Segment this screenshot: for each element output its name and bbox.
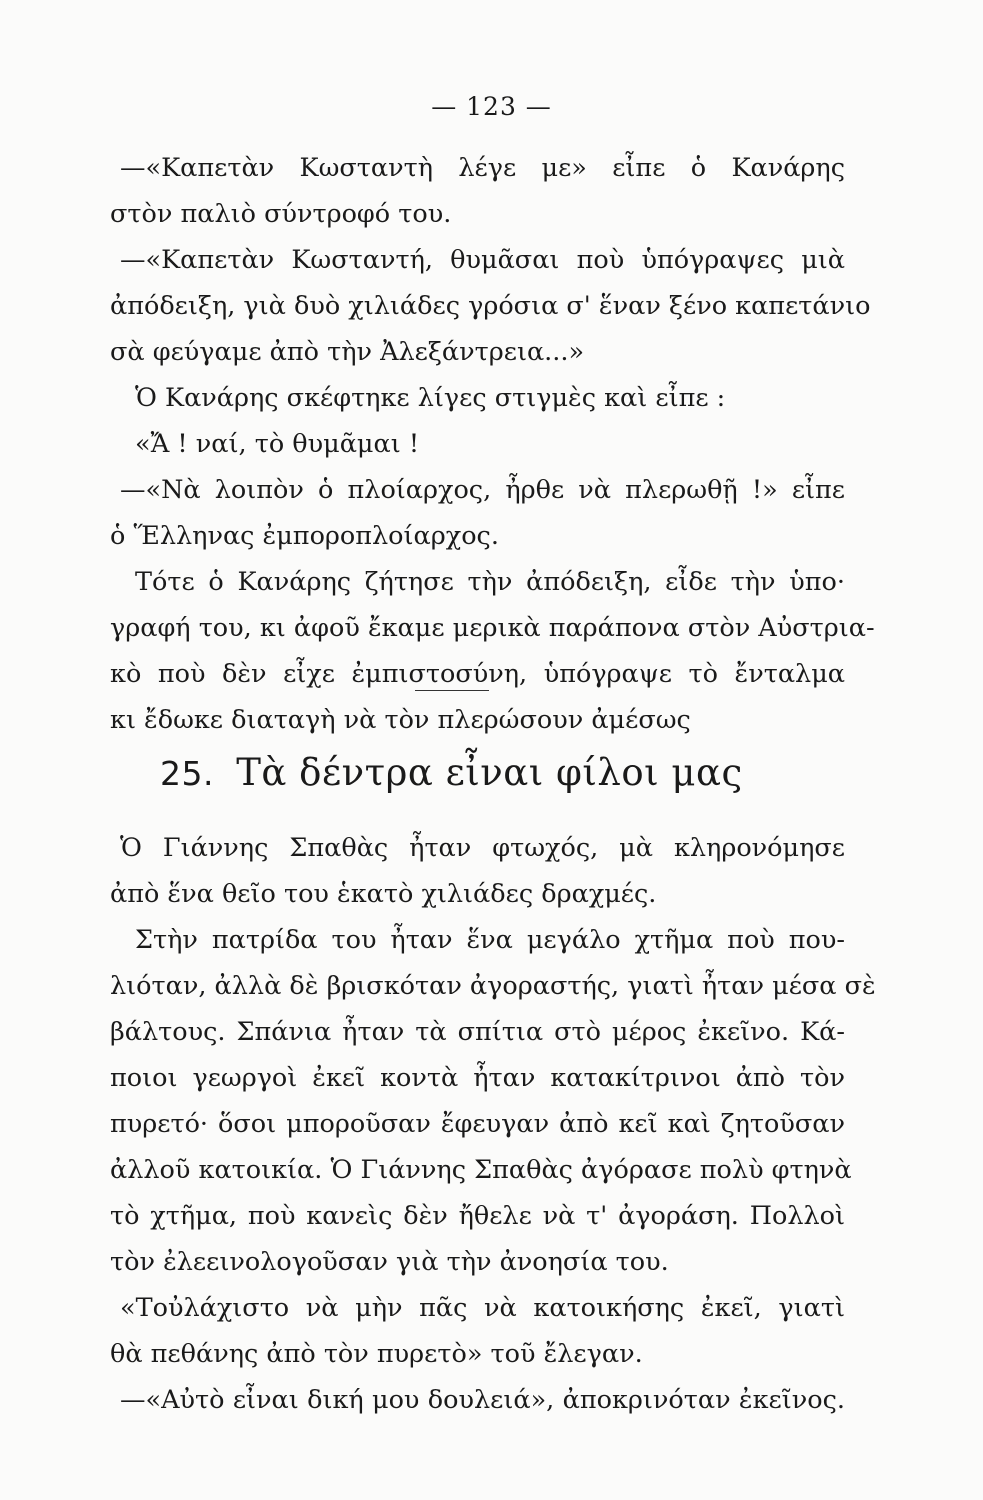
- section-divider: [415, 690, 489, 691]
- text-line: Ὁ Γιάννης Σπαθὰς ἦταν φτωχός, μὰ κληρονόμησε: [120, 833, 845, 863]
- text-line: στὸν παλιὸ σύντροφό του.: [110, 199, 452, 229]
- text-line: Στὴν πατρίδα του ἦταν ἕνα μεγάλο χτῆμα ποὺ που-: [135, 925, 845, 955]
- top-text-block: [110, 145, 875, 743]
- page-number: — 123 —: [431, 92, 552, 121]
- text-line: —«Αὐτὸ εἶναι δική μου δουλειά», ἀποκρινόταν ἐκεῖνος.: [120, 1385, 845, 1415]
- text-line: σὰ φεύγαμε ἀπὸ τὴν Ἀλεξάντρεια...»: [110, 337, 585, 367]
- text-line: ὁ Ἕλληνας ἐμποροπλοίαρχος.: [110, 521, 499, 551]
- text-line: κι ἔδωκε διαταγὴ νὰ τὸν πλερώσουν ἀμέσως: [110, 705, 691, 735]
- text-line: Ὁ Κανάρης σκέφτηκε λίγες στιγμὲς καὶ εἶπε :: [135, 383, 726, 413]
- text-line: «Ἄ ! ναί, τὸ θυμᾶμαι !: [135, 429, 420, 459]
- bottom-text-block: [110, 825, 876, 1423]
- text-line: —«Καπετὰν Κωσταντὴ λέγε με» εἶπε ὁ Κανάρης: [120, 153, 845, 183]
- text-line: γραφή του, κι ἀφοῦ ἔκαμε μερικὰ παράπονα στὸν Αὐστρια-: [110, 613, 875, 643]
- text-line: βάλτους. Σπάνια ἦταν τὰ σπίτια στὸ μέρος ἐκεῖνο. Κά-: [110, 1017, 845, 1047]
- text-line: —«Νὰ λοιπὸν ὁ πλοίαρχος, ἦρθε νὰ πλερωθῇ !» εἶπε: [120, 475, 845, 505]
- text-line: ποιοι γεωργοὶ ἐκεῖ κοντὰ ἦταν κατακίτρινοι ἀπὸ τὸν: [110, 1063, 845, 1093]
- text-line: ἀπὸ ἕνα θεῖο του ἑκατὸ χιλιάδες δραχμές.: [110, 879, 657, 909]
- text-line: Τότε ὁ Κανάρης ζήτησε τὴν ἀπόδειξη, εἶδε τὴν ὑπο·: [135, 567, 845, 597]
- text-line: ἀπόδειξη, γιὰ δυὸ χιλιάδες γρόσια σ' ἕναν ξένο καπετάνιο: [110, 291, 871, 321]
- section-heading: [160, 748, 800, 799]
- text-line: κὸ ποὺ δὲν εἶχε ἐμπιστοσύνη, ὑπόγραψε τὸ ἔνταλμα: [110, 659, 845, 689]
- section-number: 25.: [160, 754, 214, 793]
- text-line: πυρετό· ὅσοι μποροῦσαν ἔφευγαν ἀπὸ κεῖ καὶ ζητοῦσαν: [110, 1109, 845, 1139]
- text-line: λιόταν, ἀλλὰ δὲ βρισκόταν ἀγοραστής, γιατὶ ἦταν μέσα σὲ: [110, 971, 876, 1001]
- section-title: Τὰ δέντρα εἶναι φίλοι μας: [236, 751, 743, 794]
- text-line: «Τοὐλάχιστο νὰ μὴν πᾶς νὰ κατοικήσης ἐκεῖ, γιατὶ: [120, 1293, 845, 1323]
- text-line: ἀλλοῦ κατοικία. Ὁ Γιάννης Σπαθὰς ἀγόρασε πολὺ φτηνὰ: [110, 1155, 852, 1185]
- text-line: τὸν ἐλεεινολογοῦσαν γιὰ τὴν ἀνοησία του.: [110, 1247, 669, 1277]
- text-line: —«Καπετὰν Κωσταντή, θυμᾶσαι ποὺ ὑπόγραψες μιὰ: [120, 245, 845, 275]
- text-line: θὰ πεθάνης ἀπὸ τὸν πυρετὸ» τοῦ ἔλεγαν.: [110, 1339, 643, 1369]
- text-line: τὸ χτῆμα, ποὺ κανεὶς δὲν ἤθελε νὰ τ' ἀγοράση. Πολλοὶ: [110, 1201, 845, 1231]
